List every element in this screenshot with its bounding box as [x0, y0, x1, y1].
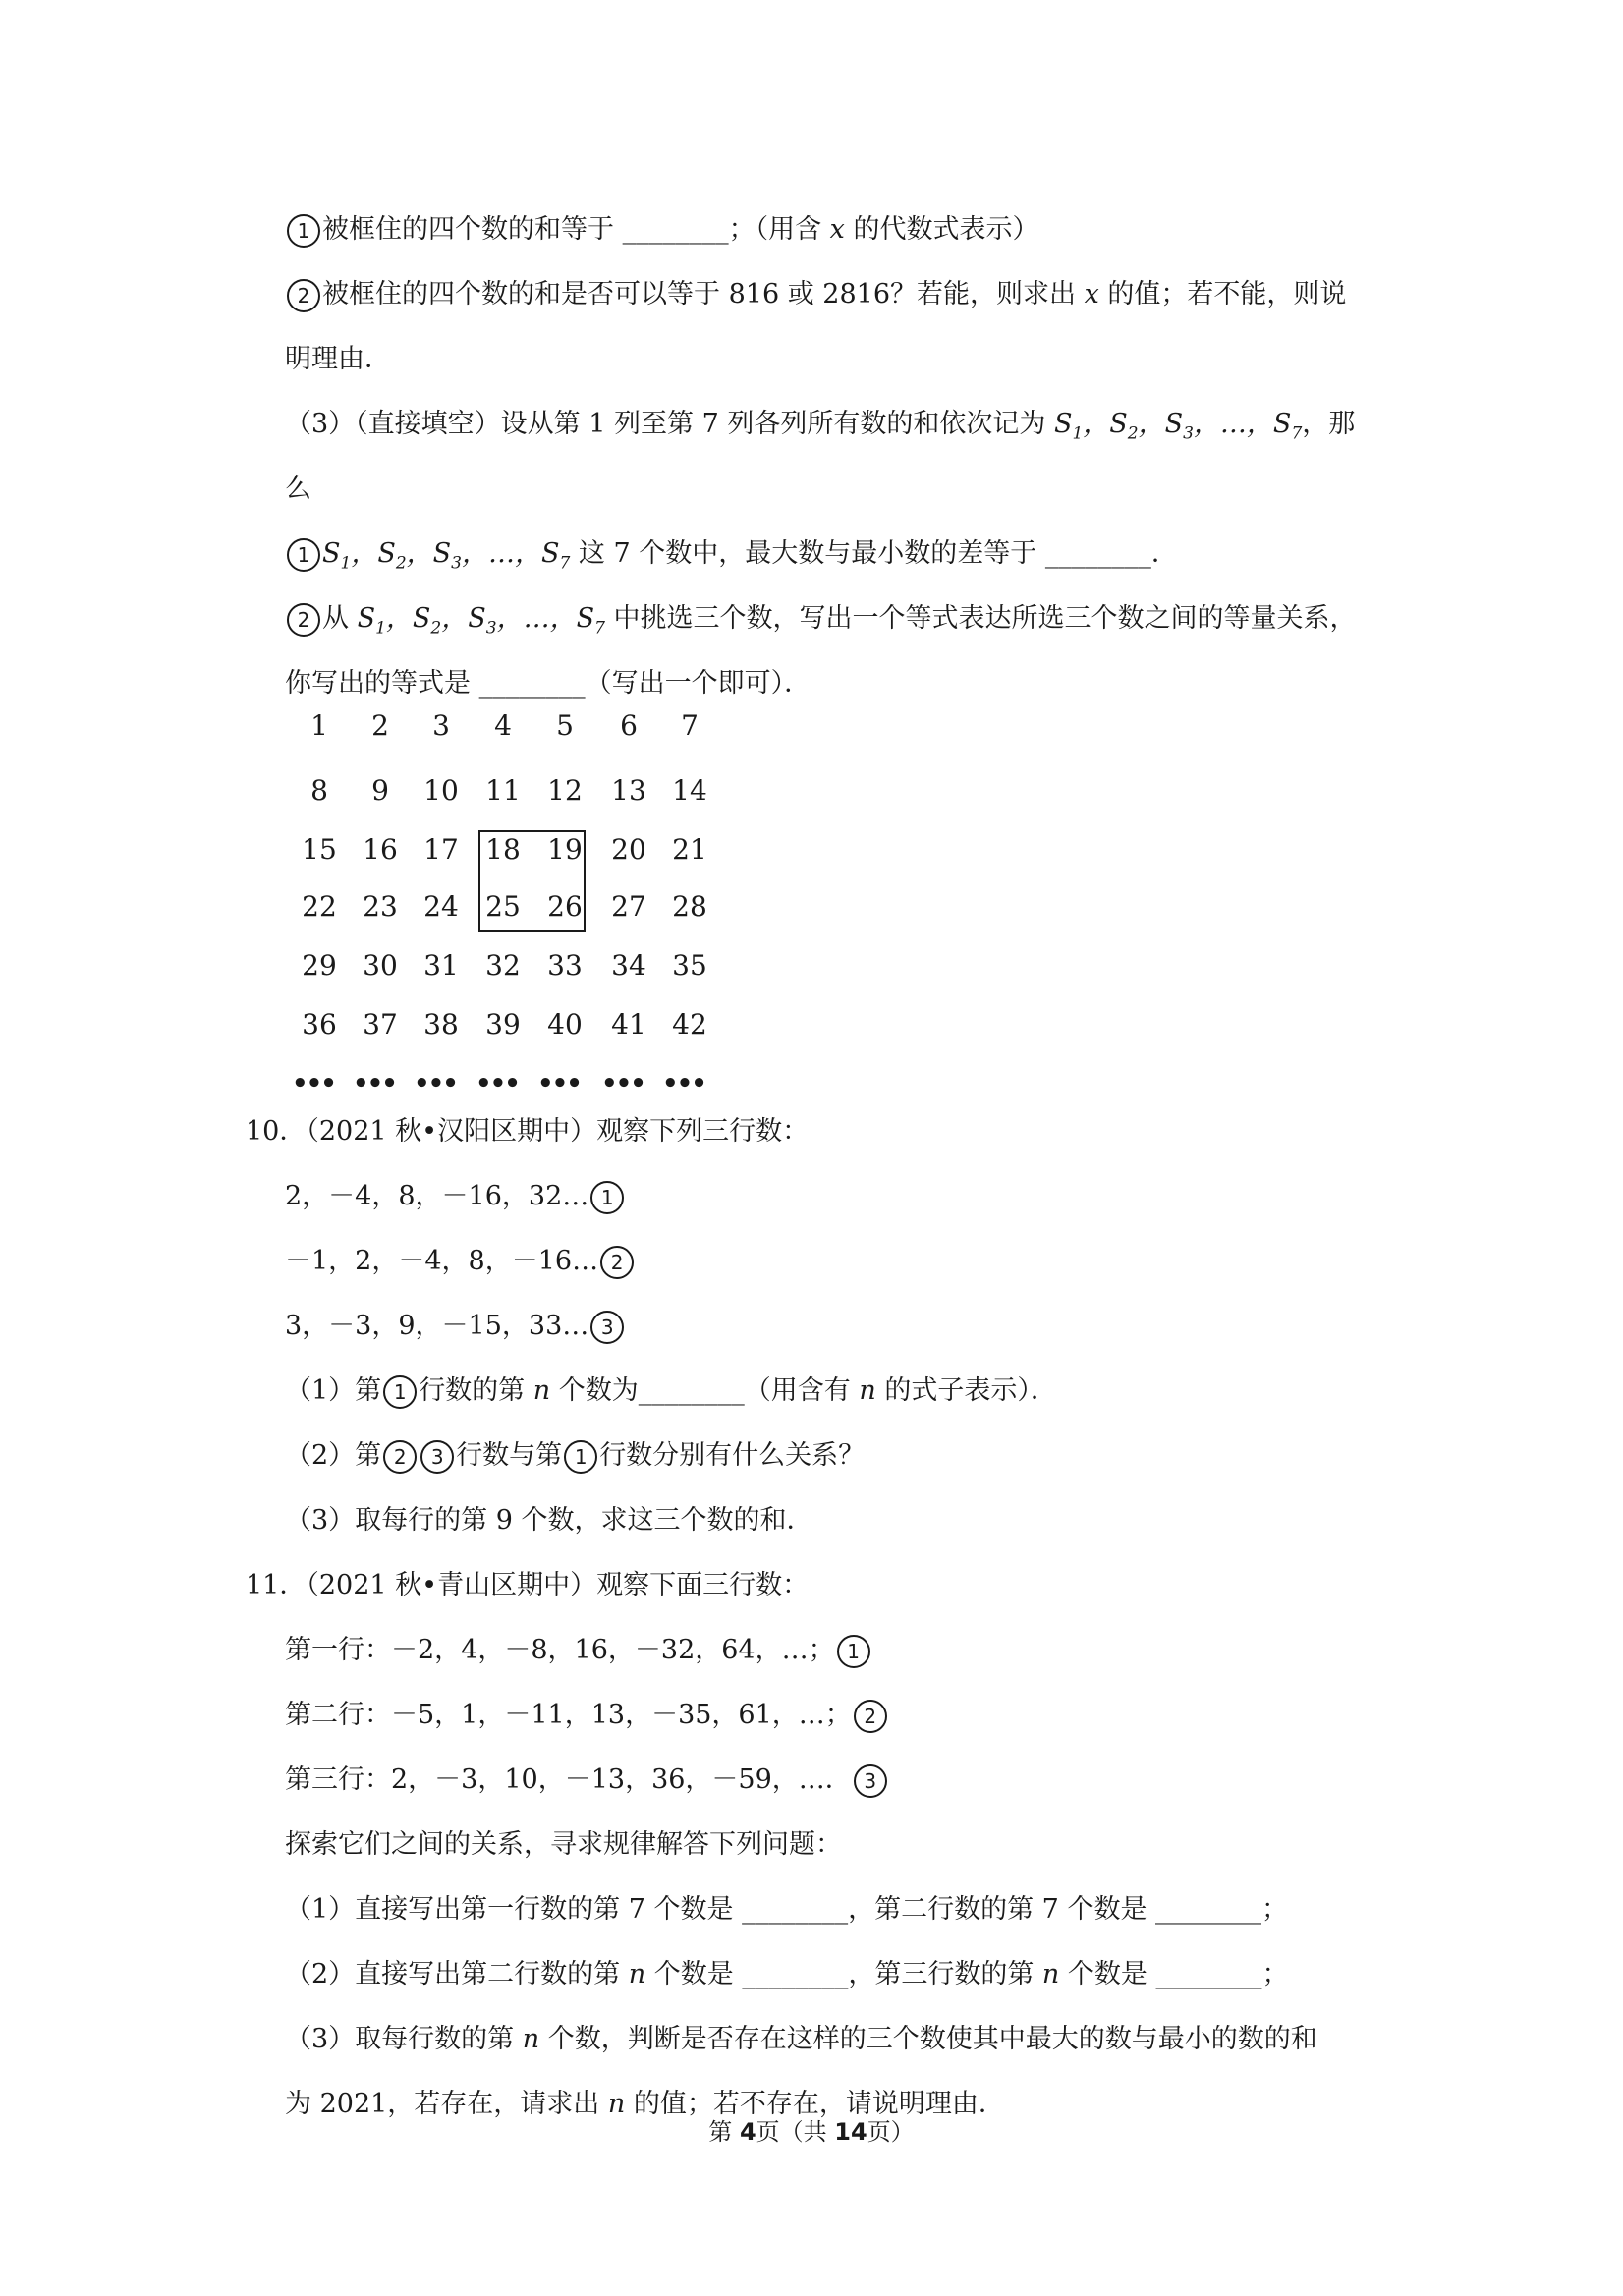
total-pages: 14 [834, 2118, 867, 2146]
q10-row1 [285, 1179, 626, 1214]
q11-part3 [285, 2022, 1317, 2057]
text: 第三行：2，－3，10，－13，36，－59，…． [285, 1764, 852, 1795]
q10-part3: （3）取每行的第 9 个数，求这三个数的和． [285, 1505, 813, 1536]
ellipsis-dots: ••• [662, 1069, 705, 1098]
q9-part3-cont: 么 [285, 474, 311, 504]
circle-2-icon: 2 [287, 279, 320, 312]
text: （2）直接写出第二行数的第 [285, 1959, 629, 1989]
grid-cell: 38 [423, 1008, 459, 1040]
page-number: 4 [739, 2118, 756, 2146]
text: 行数与第 [456, 1440, 563, 1471]
text: 被框住的四个数的和等于 ________；（用含 [322, 214, 830, 245]
q11-intro: 探索它们之间的关系，寻求规律解答下列问题： [285, 1829, 842, 1860]
circle-1-icon: 1 [287, 538, 320, 572]
grid-cell: 16 [363, 833, 398, 866]
grid-cell: 32 [485, 949, 521, 981]
var: n [628, 1959, 646, 1989]
text: ，那 [1302, 409, 1356, 439]
circle-1-icon: 1 [837, 1635, 870, 1668]
ellipsis-dots: ••• [353, 1069, 396, 1098]
var: n [522, 2024, 540, 2054]
q11-part2 [285, 1957, 1288, 1992]
grid-cell: 3 [432, 709, 450, 742]
page-footer [0, 2112, 1623, 2147]
grid-cell: 34 [611, 949, 646, 981]
grid-cell: 31 [423, 949, 459, 981]
circle-1-icon: 1 [383, 1375, 417, 1409]
ellipsis-dots: ••• [537, 1069, 581, 1098]
grid-cell: 27 [611, 890, 646, 923]
q10-row2 [285, 1244, 636, 1279]
circle-3-icon: 3 [854, 1764, 887, 1798]
grid-cell: 40 [547, 1008, 583, 1040]
text: 个数是 ________，第三行数的第 [645, 1959, 1042, 1989]
var: x [829, 214, 845, 245]
q11-row1 [285, 1633, 872, 1668]
grid-cell: 22 [302, 890, 337, 923]
text: 从 [322, 603, 358, 634]
circle-1-icon: 1 [564, 1440, 597, 1474]
grid-cell: 37 [363, 1008, 398, 1040]
text: 第 [708, 2118, 740, 2146]
q9-part3 [285, 407, 1355, 451]
text: （3）（直接填空）设从第 1 列至第 7 列各列所有数的和依次记为 [285, 409, 1054, 439]
q11-row3 [285, 1763, 889, 1798]
circle-2-icon: 2 [600, 1246, 634, 1279]
ellipsis-dots: ••• [601, 1069, 644, 1098]
text: 的值；若不能，则说 [1098, 279, 1347, 309]
grid-cell: 33 [547, 949, 583, 981]
grid-cell: 21 [672, 833, 707, 866]
circle-2-icon: 2 [383, 1440, 417, 1474]
q10-part2 [285, 1438, 865, 1474]
grid-cell: 30 [363, 949, 398, 981]
grid-cell: 20 [611, 833, 646, 866]
q9-part3-1 [285, 536, 1178, 581]
circle-3-icon: 3 [590, 1311, 624, 1344]
s-list: $S_1$，$S_2$，$S_3$，…，$S_7$ [322, 538, 571, 574]
q10-row3 [285, 1309, 626, 1344]
text: （1）第 [285, 1375, 382, 1406]
grid-cell: 10 [423, 774, 459, 807]
grid-cell: 7 [681, 709, 699, 742]
text: 行数的第 [419, 1375, 533, 1406]
text: 页） [867, 2118, 915, 2146]
s-list: $S_1$，$S_2$，$S_3$，…，$S_7$ [357, 603, 605, 639]
grid-cell: 18 [485, 833, 521, 866]
var: n [607, 2089, 626, 2119]
grid-cell: 12 [547, 774, 583, 807]
text: 页（共 [756, 2118, 835, 2146]
grid-cell: 23 [363, 890, 398, 923]
grid-cell: 24 [423, 890, 459, 923]
grid-cell: 6 [620, 709, 638, 742]
var: x [1084, 279, 1099, 309]
ellipsis-dots: ••• [292, 1069, 335, 1098]
ellipsis-dots: ••• [414, 1069, 457, 1098]
text: 这 7 个数中，最大数与最小数的差等于 ________． [570, 538, 1178, 569]
text: 个数为________（用含有 [550, 1375, 860, 1406]
grid-cell: 4 [494, 709, 512, 742]
s-list: $S_1$，$S_2$，$S_3$，…，$S_7$ [1053, 409, 1303, 444]
grid-cell: 5 [556, 709, 574, 742]
grid-cell: 39 [485, 1008, 521, 1040]
q11-title: 11．（2021 秋•青山区期中）观察下面三行数： [246, 1570, 810, 1600]
text: 为 2021，若存在，请求出 [285, 2089, 608, 2119]
var: n [859, 1375, 876, 1406]
ellipsis-dots: ••• [476, 1069, 519, 1098]
q9-part3-2 [285, 601, 1357, 645]
circle-3-icon: 3 [420, 1440, 454, 1474]
grid-cell: 25 [485, 890, 521, 923]
text: 第一行：－2，4，－8，16，－32，64，…； [285, 1635, 835, 1665]
grid-cell: 8 [310, 774, 328, 807]
q10-title: 10．（2021 秋•汉阳区期中）观察下列三行数： [246, 1116, 810, 1147]
text: 的式子表示）． [875, 1375, 1057, 1406]
text: 2，－4，8，－16，32… [285, 1181, 589, 1211]
grid-cell: 11 [485, 774, 521, 807]
q9-part2-1 [285, 212, 1039, 248]
text: （3）取每行数的第 [285, 2024, 523, 2054]
grid-cell: 1 [310, 709, 328, 742]
text: 第二行：－5，1，－11，13，－35，61，…； [285, 1700, 852, 1730]
circle-1-icon: 1 [590, 1181, 624, 1214]
highlight-box [478, 830, 586, 932]
circle-1-icon: 1 [287, 214, 320, 248]
var: n [532, 1375, 551, 1406]
grid-cell: 17 [423, 833, 459, 866]
circle-2-icon: 2 [287, 603, 320, 637]
var: n [1041, 1959, 1060, 1989]
q10-part1 [285, 1373, 1057, 1409]
grid-cell: 2 [371, 709, 389, 742]
grid-cell: 41 [611, 1008, 646, 1040]
q11-part1: （1）直接写出第一行数的第 7 个数是 ________，第二行数的第 7 个数是 ________； [285, 1894, 1289, 1925]
grid-cell: 9 [371, 774, 389, 807]
q9-part3-2-cont: 你写出的等式是 ________（写出一个即可）． [285, 668, 812, 699]
q11-row2 [285, 1698, 889, 1733]
text: －1，2，－4，8，－16… [285, 1246, 599, 1276]
grid-cell: 42 [672, 1008, 707, 1040]
text: 的值；若不存在，请说明理由． [625, 2089, 1005, 2119]
q9-part2-2 [285, 277, 1346, 312]
grid-cell: 35 [672, 949, 707, 981]
grid-cell: 19 [547, 833, 583, 866]
q9-part2-2-cont: 明理由． [285, 344, 391, 374]
text: 行数分别有什么关系？ [599, 1440, 866, 1471]
circle-2-icon: 2 [854, 1700, 887, 1733]
text: 个数，判断是否存在这样的三个数使其中最大的数与最小的数的和 [539, 2024, 1317, 2054]
text: （2）第 [285, 1440, 382, 1471]
text: 3，－3，9，－15，33… [285, 1311, 589, 1341]
grid-cell: 15 [302, 833, 337, 866]
text: 中挑选三个数，写出一个等式表达所选三个数之间的等量关系， [604, 603, 1357, 634]
text: 的代数式表示） [844, 214, 1039, 245]
text: 被框住的四个数的和是否可以等于 816 或 2816？若能，则求出 [322, 279, 1085, 309]
grid-cell: 36 [302, 1008, 337, 1040]
grid-cell: 29 [302, 949, 337, 981]
grid-cell: 28 [672, 890, 707, 923]
text: 个数是 ________； [1059, 1959, 1289, 1989]
grid-cell: 26 [547, 890, 583, 923]
grid-cell: 14 [672, 774, 707, 807]
grid-cell: 13 [611, 774, 646, 807]
